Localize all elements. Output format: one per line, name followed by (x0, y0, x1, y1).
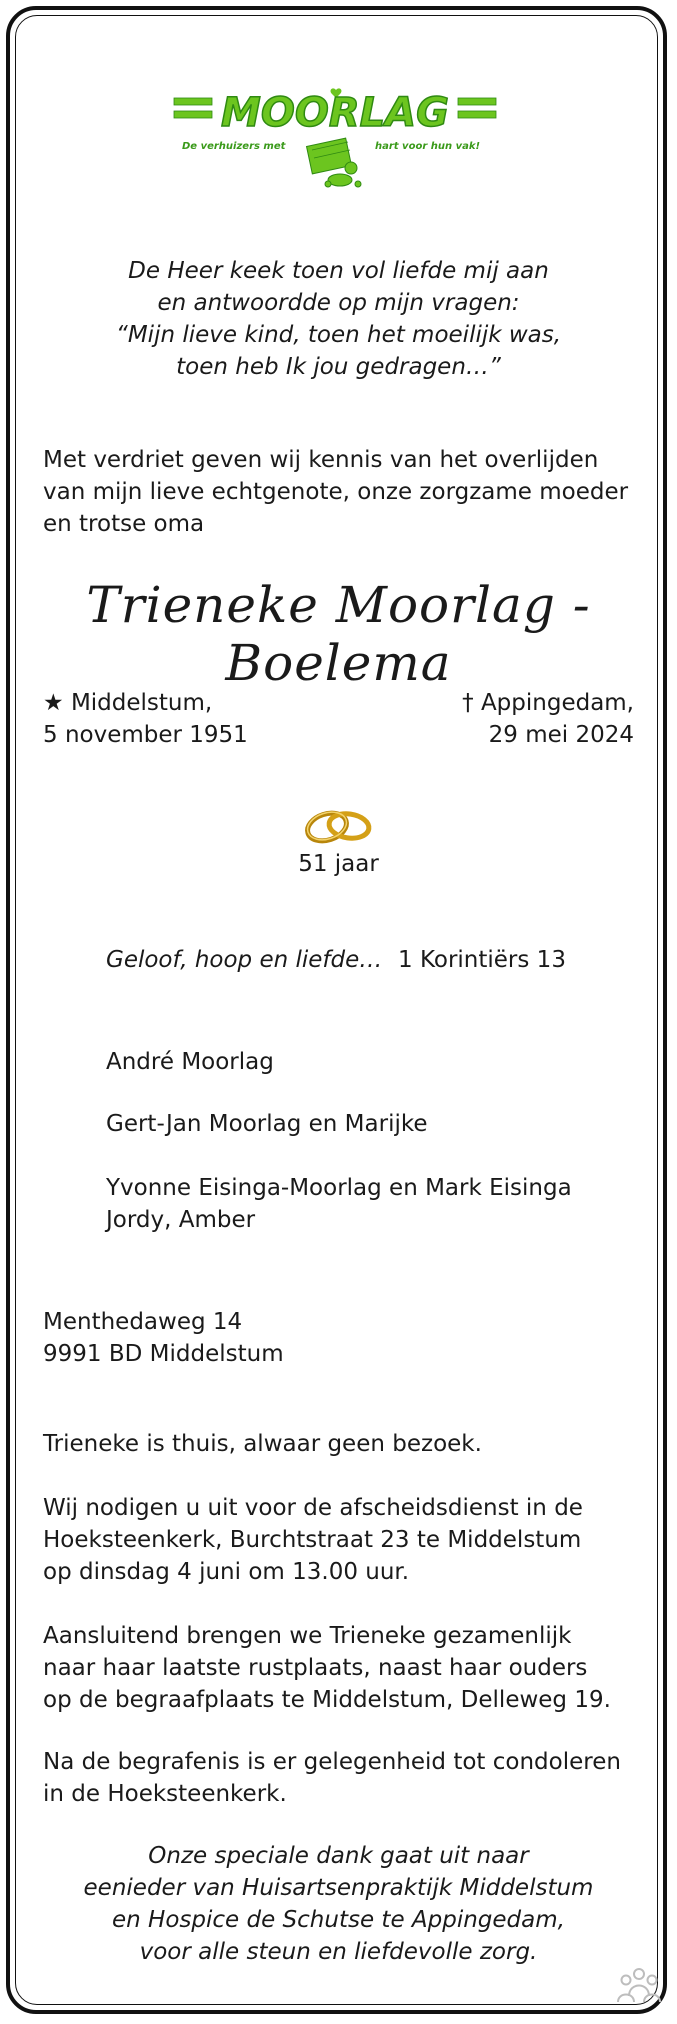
birth-info (43, 687, 212, 719)
thanks-line-4: voor alle steun en liefdevolle zorg. (139, 1939, 538, 1965)
grandchildren: Jordy, Amber (106, 1207, 256, 1233)
death-place: Appingedam, (480, 690, 634, 716)
info-burial-line-2: naar haar laatste rustplaats, naast haar ouders (43, 1655, 588, 1681)
address-city: 9991 BD Middelstum (43, 1341, 284, 1367)
info-service-line-1: Wij nodigen u uit voor de afscheidsdienst in de (43, 1495, 583, 1521)
wedding-rings-icon (300, 805, 376, 847)
poem-line-4: toen heb Ik jou gedragen…” (176, 354, 501, 380)
announcement-line-3: en trotse oma (43, 511, 205, 537)
moorlag-logo (170, 84, 510, 194)
birth-place: Middelstum, (70, 690, 213, 716)
logo-tagline-left: De verhuizers met (182, 141, 286, 152)
info-burial-line-3: op de begraafplaats te Middelstum, Delleweg 19. (43, 1687, 611, 1713)
logo-tagline-right: hart voor hun vak! (375, 141, 481, 152)
birth-date: 5 november 1951 (43, 722, 248, 748)
verse-text: Geloof, hoop en liefde… (106, 947, 383, 973)
info-condolence-line-1: Na de begrafenis is er gelegenheid tot condoleren (43, 1749, 621, 1775)
family-member-2: Gert-Jan Moorlag en Marijke (106, 1111, 428, 1137)
announcement-line-2: van mijn lieve echtgenote, onze zorgzame moeder (43, 479, 629, 505)
logo-stripes-left (174, 98, 212, 118)
verse-reference: 1 Korintiërs 13 (398, 947, 566, 973)
info-burial-line-1: Aansluitend brengen we Trieneke gezamenlijk (43, 1623, 572, 1649)
death-info (462, 687, 634, 719)
poem-line-3: “Mijn lieve kind, toen het moeilijk was, (115, 322, 562, 348)
cross-icon: † (462, 690, 474, 716)
info-service-line-2: Hoeksteenkerk, Burchtstraat 23 te Middelstum (43, 1527, 582, 1553)
logo-mover-icon (307, 138, 361, 187)
info-condolence-line-2: in de Hoeksteenkerk. (43, 1781, 287, 1807)
death-date: 29 mei 2024 (488, 722, 634, 748)
thanks-line-1: Onze speciale dank gaat uit naar (148, 1843, 529, 1869)
thanks-line-2: eenieder van Huisartsenpraktijk Middelstum (83, 1875, 594, 1901)
info-visit: Trieneke is thuis, alwaar geen bezoek. (43, 1431, 482, 1457)
family-member-3: Yvonne Eisinga-Moorlag en Mark Eisinga (106, 1175, 572, 1201)
poem-line-1: De Heer keek toen vol liefde mij aan (128, 258, 549, 284)
marriage-years: 51 jaar (298, 851, 379, 877)
announcement-line-1: Met verdriet geven wij kennis van het overlijden (43, 447, 599, 473)
info-service-line-3: op dinsdag 4 juni om 13.00 uur. (43, 1559, 410, 1585)
star-icon: ★ (43, 690, 64, 716)
deceased-name: Trieneke Moorlag - Boelema (86, 576, 591, 692)
logo-stripes-right (458, 98, 496, 118)
poem-line-2: en antwoordde op mijn vragen: (157, 290, 520, 316)
logo-wordmark: MOORLAG (221, 90, 449, 136)
thanks-line-3: en Hospice de Schutse te Appingedam, (112, 1907, 565, 1933)
family-member-1: André Moorlag (106, 1049, 274, 1075)
people-group-icon (614, 1966, 664, 2006)
address-street: Menthedaweg 14 (43, 1309, 243, 1335)
